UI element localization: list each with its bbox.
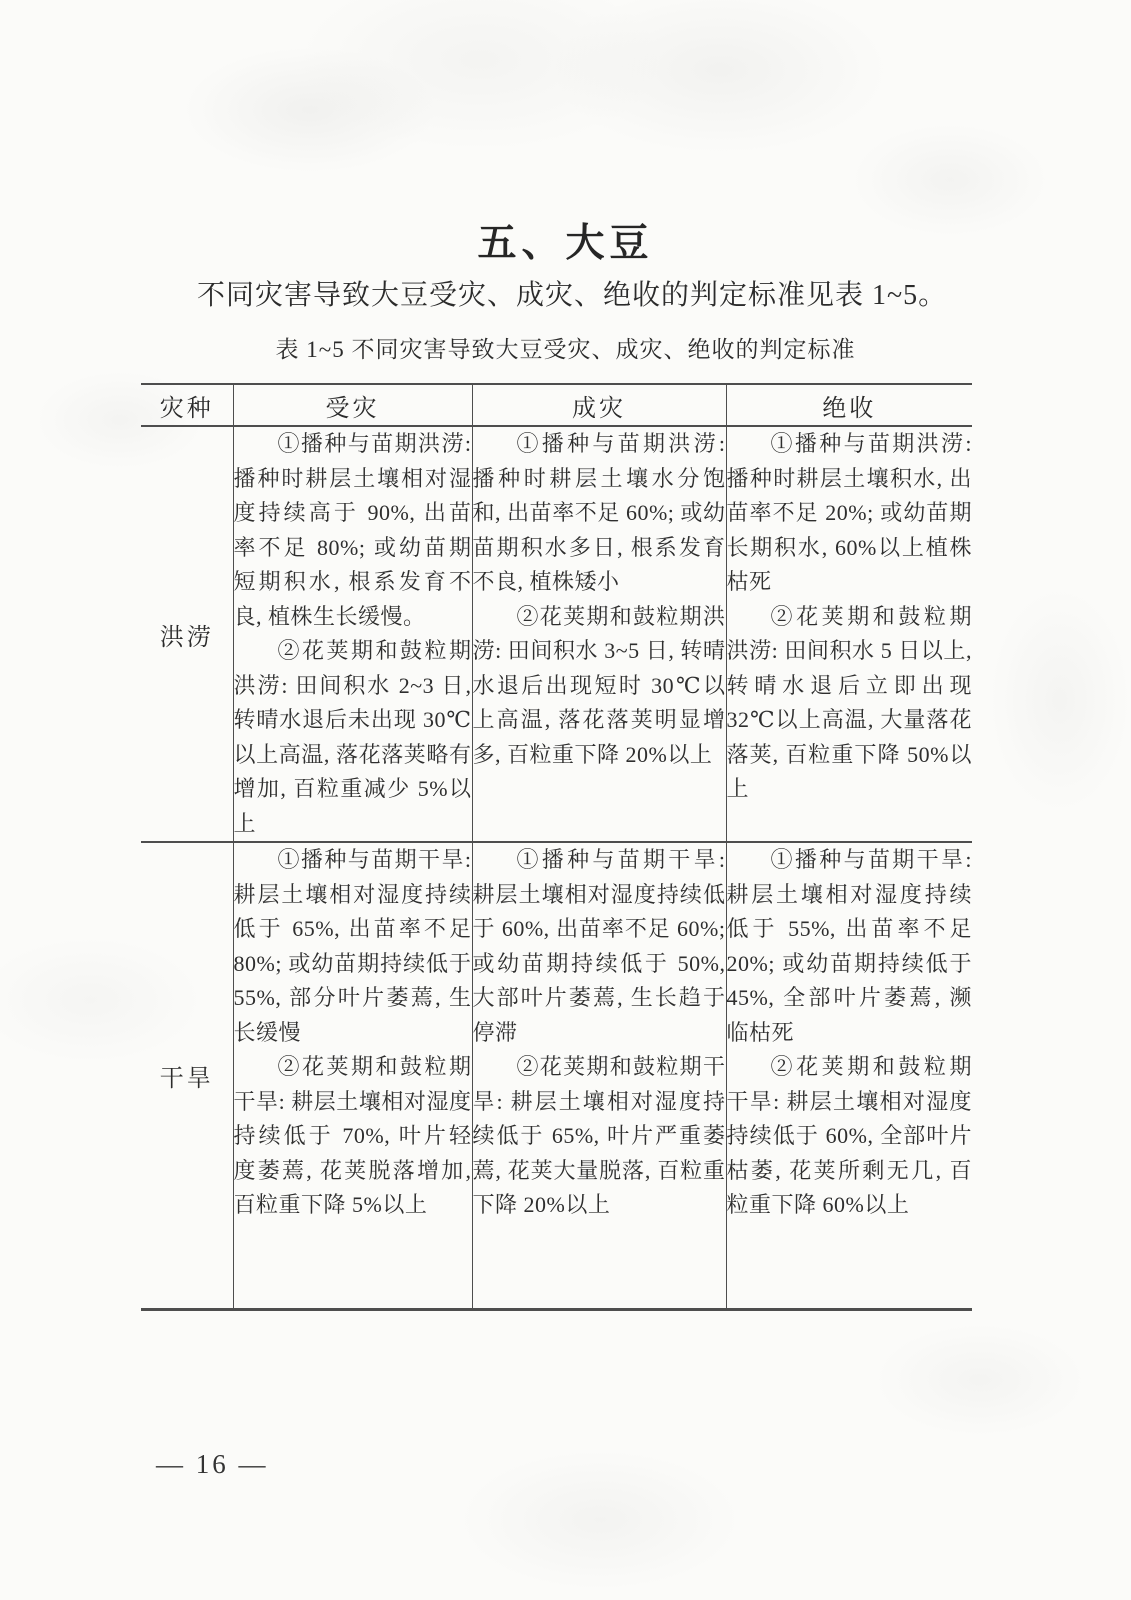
row-label-flood: 洪涝 — [159, 624, 214, 651]
cell-paragraph: ①播种与苗期干旱: 耕层土壤相对湿度持续低于 60%, 出苗率不足 60%; 或幼苗期持续低于 50%, 大部叶片萎蔫, 生长趋于停滞 — [472, 847, 726, 1045]
cell-flood-total-loss — [726, 426, 972, 842]
cell-paragraph: ②花荚期和鼓粒期洪涝: 田间积水 3~5 日, 转晴水退后出现短时 30℃以上高温, 落花落荚明显增多, 百粒重下降 20%以上 — [472, 603, 726, 767]
intro-paragraph: 不同灾害导致大豆受灾、成灾、绝收的判定标准见表 1~5。 — [197, 280, 948, 311]
cell-paragraph: ②花荚期和鼓粒期干旱: 耕层土壤相对湿度持续低于 70%, 叶片轻度萎蔫, 花荚脱落增加, 百粒重下降 5%以上 — [233, 1054, 472, 1217]
cell-flood-damaged — [472, 426, 726, 842]
table-caption: 表 1~5 不同灾害导致大豆受灾、成灾、绝收的判定标准 — [275, 337, 856, 362]
col-header-disaster-type: 灾种 — [141, 384, 233, 426]
cell-paragraph: ①播种与苗期洪涝: 播种时耕层土壤积水, 出苗率不足 20%; 或幼苗期长期积水, 60%以上植株枯死 — [726, 431, 972, 594]
cell-drought-total-loss — [726, 842, 972, 1309]
cell-paragraph: ①播种与苗期洪涝: 播种时耕层土壤水分饱和, 出苗率不足 60%; 或幼苗期积水多日, 根系发育不良, 植株矮小 — [472, 431, 726, 594]
col-header-total-loss: 绝收 — [726, 384, 972, 426]
cell-flood-affected — [233, 426, 472, 842]
cell-paragraph: ②花荚期和鼓粒期干旱: 耕层土壤相对湿度持续低于 60%, 全部叶片枯萎, 花荚所剩无几, 百粒重下降 60%以上 — [726, 1054, 972, 1217]
cell-paragraph: ①播种与苗期干旱: 耕层土壤相对湿度持续低于 55%, 出苗率不足 20%; 或幼苗期持续低于 45%, 全部叶片萎蔫, 濒临枯死 — [726, 847, 972, 1045]
cell-paragraph: ②花荚期和鼓粒期洪涝: 田间积水 2~3 日, 转晴水退后未出现 30℃以上高温, 落花落荚略有增加, 百粒重减少 5%以上 — [233, 638, 472, 836]
cell-paragraph: ①播种与苗期洪涝: 播种时耕层土壤相对湿度持续高于 90%, 出苗率不足 80%; 或幼苗期短期积水, 根系发育不良, 植株生长缓慢。 — [233, 431, 472, 629]
criteria-table — [141, 383, 972, 1311]
page-title: 五、大豆 — [477, 222, 654, 265]
col-header-damaged: 成灾 — [472, 384, 726, 426]
cell-paragraph: ②花荚期和鼓粒期洪涝: 田间积水 5 日以上, 转晴水退后立即出现 32℃以上高温, 大量落花落荚, 百粒重下降 50%以上 — [726, 603, 972, 801]
table-row-drought — [141, 842, 972, 1309]
col-header-affected: 受灾 — [233, 384, 472, 426]
row-label-drought: 干旱 — [141, 842, 233, 1309]
table-header-row — [141, 384, 972, 426]
cell-paragraph: ②花荚期和鼓粒期干旱: 耕层土壤相对湿度持续低于 65%, 叶片严重萎蔫, 花荚大量脱落, 百粒重下降 20%以上 — [472, 1054, 726, 1217]
cell-paragraph: ①播种与苗期干旱: 耕层土壤相对湿度持续低于 65%, 出苗率不足 80%; 或幼苗期持续低于 55%, 部分叶片萎蔫, 生长缓慢 — [233, 847, 472, 1045]
table-row-flood — [141, 426, 972, 842]
cell-drought-affected — [233, 842, 472, 1309]
cell-drought-damaged — [472, 842, 726, 1309]
page-number: — 16 — — [156, 1449, 269, 1479]
